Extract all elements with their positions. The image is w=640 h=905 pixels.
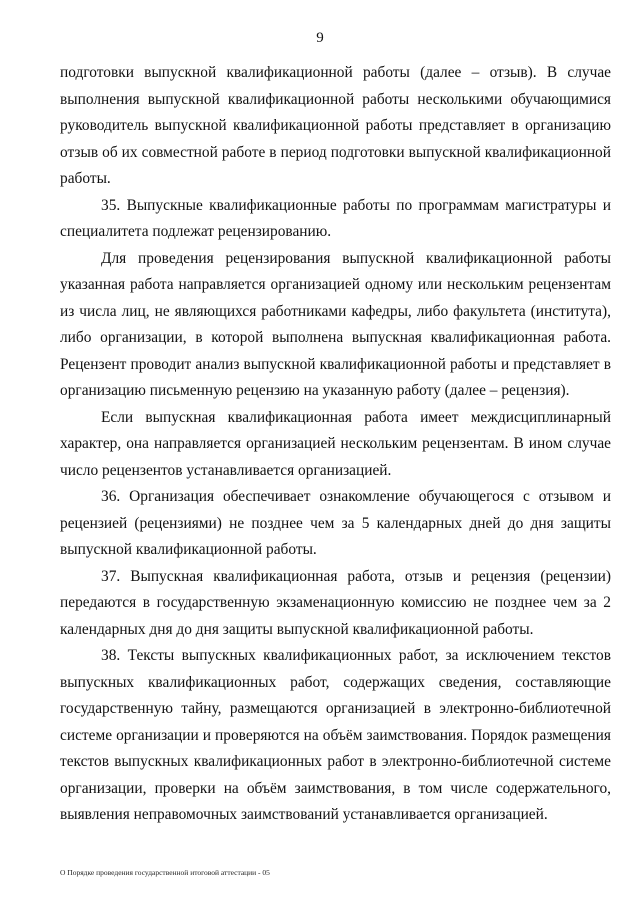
paragraph-interdisciplinary: Если выпускная квалификационная работа имеет междисциплинарный характер, она направляется организацией нескольким рецензентам. В ином случае число рецензентов устанавливается организацией. (60, 408, 611, 479)
page-number: 9 (316, 30, 324, 46)
paragraph-item-36: 36. Организация обеспечивает ознакомление обучающегося с отзывом и рецензией (рецензиями) не позднее чем за 5 календарных дней до дня защиты выпускной квалификационной работы. (60, 488, 611, 558)
paragraph-item-37: 37. Выпускная квалификационная работа, отзыв и рецензия (рецензии) передаются в государственную экзаменационную комиссию не позднее чем за 2 календарных дня до дня защиты выпускной квалификационной работы. (60, 567, 611, 638)
document-body (60, 60, 611, 829)
paragraph-item-38: 38. Тексты выпускных квалификационных работ, за исключением текстов выпускных квалификационных работ, содержащих сведения, составляющие государственную тайну, размещаются организацией в электронно-библиотечной системе организации и проверяются на объём заимствования. Порядок размещения текстов выпускных квалификационных работ в электронно-библиотечной системе организации, проверки на объём заимствования, в том числе содержательного, выявления неправомочных заимствований устанавливается организацией. (60, 647, 611, 823)
paragraph-item-35: 35. Выпускные квалификационные работы по программам магистратуры и специалитета подлежат рецензированию. (60, 196, 611, 240)
paragraph-review-procedure: Для проведения рецензирования выпускной квалификационной работы указанная работа направляется организацией одному или нескольким рецензентам из числа лиц, не являющихся работниками кафедры, либо факультета (института), либо организации, в которой выполнена выпускная квалификационная работа. Рецензент проводит анализ выпускной квалификационной работы и представляет в организацию письменную рецензию на указанную работу (далее – рецензия). (60, 249, 611, 399)
paragraph-0: подготовки выпускной квалификационной работы (далее – отзыв). В случае выполнения выпускной квалификационной работы несколькими обучающимися руководитель выпускной квалификационной работы представляет в организацию отзыв об их совместной работе в период подготовки выпускной квалификационной работы. (60, 64, 611, 187)
footer-note: О Порядке проведения государственной итоговой аттестации - 05 (60, 868, 270, 877)
